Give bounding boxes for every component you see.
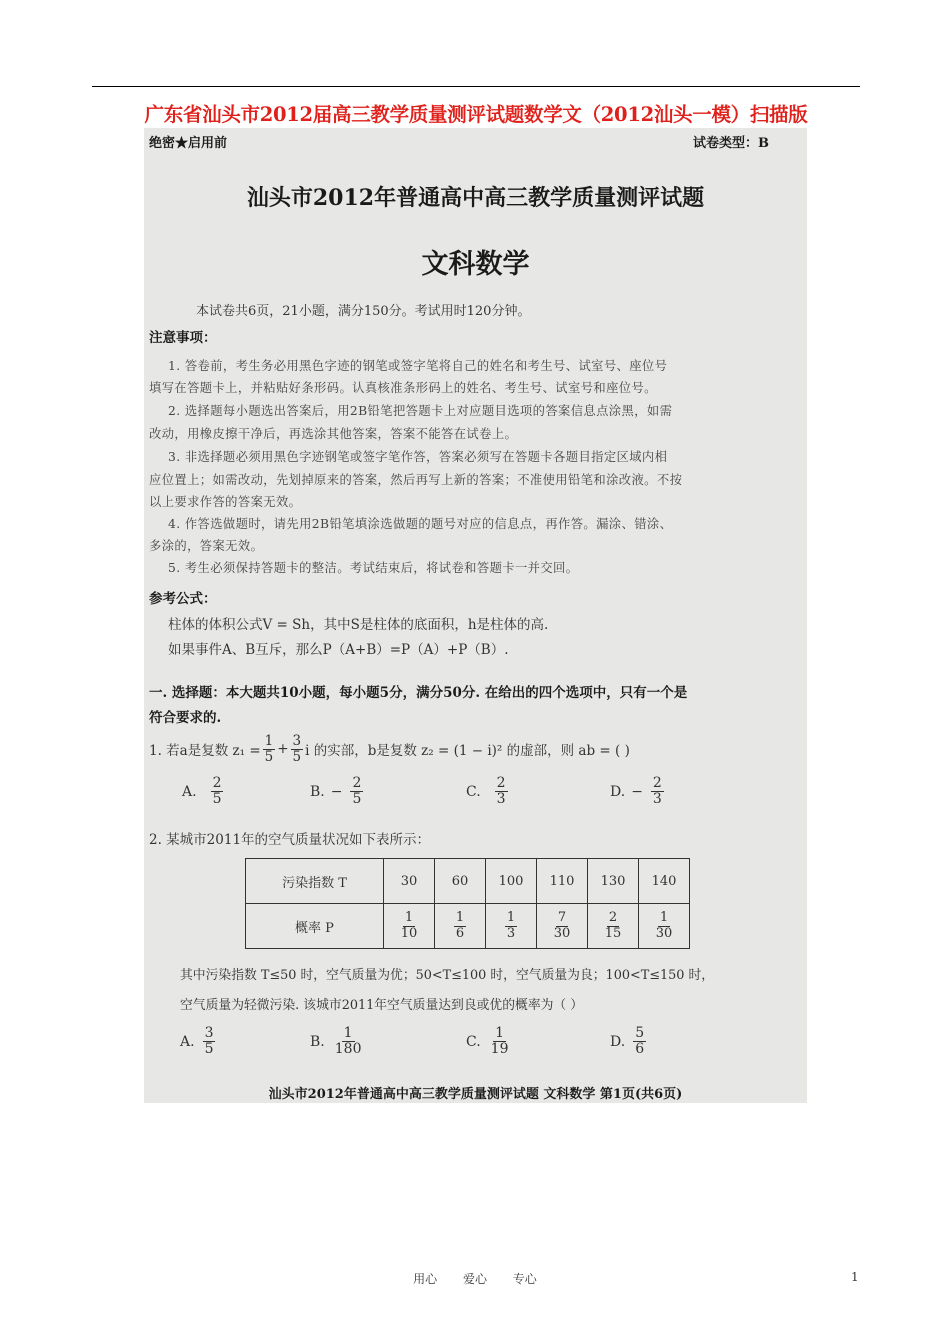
q2-option-c[interactable]: C. $\frac{1}{19}$	[466, 1025, 509, 1058]
exam-title: 汕头市2012年普通高中高三教学质量测评试题	[246, 185, 705, 211]
table-header-p: 概率 P	[246, 904, 384, 949]
q1-fraction: $\frac{3}{5}$	[292, 733, 302, 765]
page-footer: 用心 爱心 专心	[413, 1272, 537, 1286]
confidential-label: 绝密★启用前	[149, 136, 228, 151]
section-heading: 一. 选择题：本大题共10小题，每小题5分，满分50分. 在给出的四个选项中，只有一个是	[149, 685, 688, 701]
q2-option-a[interactable]: A. $\frac{3}{5}$	[180, 1025, 214, 1058]
section-heading-cont: 符合要求的.	[149, 710, 222, 726]
q2-description: 其中污染指数 T≤50 时，空气质量为优；50<T≤100 时，空气质量为良；100<T≤150 时，	[180, 968, 715, 983]
table-cell: 140	[639, 859, 690, 904]
q2-option-d[interactable]: D. $\frac{5}{6}$	[610, 1025, 645, 1058]
top-rule	[92, 86, 860, 87]
q1-option-c[interactable]: C. $\frac{2}{3}$	[466, 775, 506, 808]
q1-option-b[interactable]: B. − $\frac{2}{5}$	[310, 775, 362, 808]
paper-type-label: 试卷类型：B	[693, 136, 769, 151]
scan-page-footer: 汕头市2012年普通高中高三教学质量测评试题 文科数学 第1页(共6页)	[268, 1087, 683, 1102]
notice-line: 应位置上；如需改动，先划掉原来的答案，然后再写上新的答案；不准使用铅笔和涂改液。不按	[149, 473, 683, 487]
q1-option-d[interactable]: D. − $\frac{2}{3}$	[610, 775, 662, 808]
notice-line: 填写在答题卡上，并粘贴好条形码。认真核准条形码上的姓名、考生号、试室号和座位号。	[149, 381, 657, 395]
formula-volume: 柱体的体积公式V = Sh，其中S是柱体的底面积，h是柱体的高.	[168, 617, 549, 633]
q1-prefix: 1. 若a是复数 z₁ =	[149, 743, 261, 760]
formula-probability: 如果事件A、B互斥，那么P（A+B）=P（A）+P（B）.	[168, 642, 509, 658]
q2-option-b[interactable]: B. $\frac{1}{180}$	[310, 1025, 362, 1058]
air-quality-table	[245, 858, 690, 949]
q1-option-a[interactable]: A. $\frac{2}{5}$	[182, 775, 222, 808]
notice-line: 5. 考生必须保持答题卡的整洁。考试结束后，将试卷和答题卡一并交回。	[168, 561, 579, 575]
notice-line: 2. 选择题每小题选出答案后，用2B铅笔把答题卡上对应题目选项的答案信息点涂黑，如需	[168, 404, 673, 418]
q1-fraction: $\frac{1}{5}$	[264, 733, 274, 765]
notice-line: 1. 答卷前，考生务必用黑色字迹的钢笔或签字笔将自己的姓名和考生号、试室号、座位号	[168, 359, 668, 373]
notice-line: 3. 非选择题必须用黑色字迹钢笔或签字笔作答，答案必须写在答题卡各题目指定区域内相	[168, 450, 668, 464]
table-cell: $\frac{2}{15}$	[588, 904, 639, 949]
table-row	[246, 904, 690, 949]
question-2: 2. 某城市2011年的空气质量状况如下表所示：	[149, 832, 431, 848]
question-1	[149, 734, 630, 765]
table-cell: 60	[435, 859, 486, 904]
table-cell: 130	[588, 859, 639, 904]
subject-title: 文科数学	[421, 249, 530, 280]
notice-line: 多涂的，答案无效。	[149, 539, 264, 553]
table-cell: 110	[537, 859, 588, 904]
table-row	[246, 859, 690, 904]
table-cell: $\frac{1}{30}$	[639, 904, 690, 949]
q1-plus: +	[277, 741, 289, 758]
table-cell: 30	[384, 859, 435, 904]
q2-question: 空气质量为轻微污染. 该城市2011年空气质量达到良或优的概率为（ ）	[180, 998, 584, 1013]
document-title: 广东省汕头市2012届高三教学质量测评试题数学文（2012汕头一模）扫描版	[144, 103, 808, 126]
notice-line: 4. 作答选做题时，请先用2B铅笔填涂选做题的题号对应的信息点，再作答。漏涂、错涂、	[168, 517, 673, 531]
table-cell: 100	[486, 859, 537, 904]
q1-text: i 的实部，b是复数 z₂ = (1 − i)² 的虚部，则 ab = ( )	[305, 743, 630, 760]
table-cell: $\frac{7}{30}$	[537, 904, 588, 949]
table-cell: $\frac{1}{6}$	[435, 904, 486, 949]
scanned-exam-page	[144, 128, 807, 1103]
formula-title: 参考公式：	[149, 591, 217, 607]
table-cell: $\frac{1}{3}$	[486, 904, 537, 949]
notice-line: 改动，用橡皮擦干净后，再选涂其他答案，答案不能答在试卷上。	[149, 427, 518, 441]
notice-title: 注意事项：	[149, 330, 217, 346]
table-cell: $\frac{1}{10}$	[384, 904, 435, 949]
exam-intro: 本试卷共6页，21小题，满分150分。考试用时120分钟。	[196, 304, 531, 319]
page-number: 1	[851, 1270, 859, 1284]
notice-line: 以上要求作答的答案无效。	[149, 495, 302, 509]
table-header-t: 污染指数 T	[246, 859, 384, 904]
